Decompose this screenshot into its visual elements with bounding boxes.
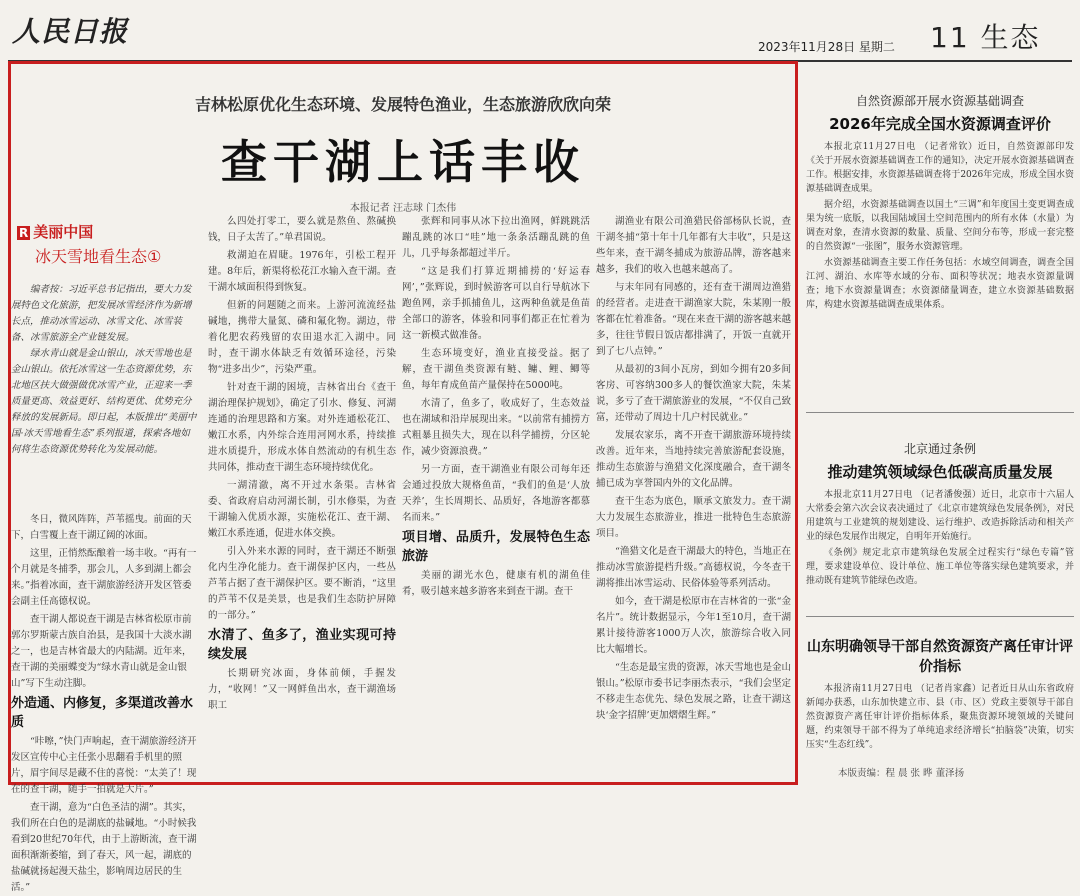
side-para: 《条例》规定北京市建筑绿色发展全过程实行“绿色专篇”管理，要求建设单位、设计单位、施工单位等落实绿色建筑要求，并推动既有建筑节能绿色改造。 bbox=[806, 548, 1074, 586]
body-para: 从最初的3间小瓦房，到如今拥有20多间客房、可容纳300多人的餐饮渔家大院，朱某说，多亏了查干湖旅游业的发展，“不仅自己致富，还带动了周边十几户村民就业。” bbox=[596, 364, 791, 423]
series-title: 美丽中国 bbox=[33, 223, 94, 241]
body-para: 这里，正悄然酝酿着一场丰收。“再有一个月就是冬捕季，那会儿，人多到湖上都会来。”指着冰面，查干湖旅游经济开发区管委会副主任高德权说。 bbox=[11, 548, 197, 607]
series-subtitle: 冰天雪地看生态① bbox=[35, 247, 162, 266]
side-para: 本报济南11月27日电 （记者肖家鑫）记者近日从山东省政府新闻办获悉，山东加快建立市、县（市、区）党政主要领导干部自然资源资产离任审计评价指标体系，聚焦资源环境领域的关键问题，约束领导干部不得为了单纯追求经济增长“拍脑袋”决策，切实压实“生态红线”。 bbox=[806, 684, 1074, 750]
lead-headline[interactable]: 查干湖上话丰收 bbox=[221, 135, 585, 189]
body-para: 一湖清澈，离不开过水条渠。吉林省委、省政府启动河湖长制，引水修渠，为查干湖输入优质水源，实施松花江、查干湖、嫩江水系连通，促进水体交换。 bbox=[208, 480, 396, 539]
side-article-beijing-building[interactable] bbox=[806, 434, 1074, 644]
sidebar-divider bbox=[806, 412, 1074, 413]
side-headline[interactable]: 推动建筑领域绿色低碳高质量发展 bbox=[827, 463, 1053, 481]
section-subhead: 项目增、品质升，发展特色生态旅游 bbox=[402, 530, 590, 564]
body-para: 长期研究冰面，身体前倾，手握发力，“收网！”又一网鲜鱼出水，查干湖渔场职工 bbox=[208, 668, 396, 711]
body-para: 美丽的湖光水色，健康有机的湖鱼佳肴，吸引越来越多游客来到查干湖。查干 bbox=[402, 570, 590, 597]
side-kicker: 北京通过条例 bbox=[903, 442, 976, 456]
editor-note-para: 编者按：习近平总书记指出，要大力发展特色文化旅游，把发展冰雪经济作为新增长点，推动冰雪运动、冰雪文化、冰雪装备、冰雪旅游全产业链发展。 bbox=[11, 284, 192, 343]
side-headline[interactable]: 2026年完成全国水资源调查评价 bbox=[829, 115, 1051, 133]
body-para: “这是我们打算近期捕捞的‘好运春网’，”张辉说，到时候游客可以自行导航冰下跑鱼网，亲手抓捕鱼儿，这两种鱼就是鱼苗全部口的游客，体验和同事们都正在忙着为这一新模式做准备。 bbox=[402, 266, 590, 341]
lead-column-1 bbox=[11, 512, 199, 893]
lead-column-3 bbox=[402, 214, 590, 776]
body-para: 与末年同有同感的，还有查干湖周边渔猎的经营者。走进查干湖渔家大院，朱某刚一般客都在忙着准备。“现在来查干湖的游客越来越多，往往节假日饭店都排满了，开饭一直就开到了七八点钟。” bbox=[596, 282, 791, 357]
side-headline[interactable]: 山东明确领导干部自然资源资产离任审计评价指标 bbox=[807, 639, 1073, 675]
editor-note-para: 绿水青山就是金山银山，冰天雪地也是金山银山。依托冰雪这一生态资源优势，东北地区扶大做强做优冰雪产业，正迎来一季质量更高、效益更好、结构更优、优势充分释放的发展新局。即日起，本版推出“美丽中国·冰天雪地看生态”系列报道，探索各地如何将生态资源优势转化为发展动能。 bbox=[11, 348, 197, 455]
lead-kicker: 吉林松原优化生态环境、发展特色渔业，生态旅游欣欣向荣 bbox=[194, 95, 611, 114]
lead-column-2 bbox=[208, 214, 396, 776]
body-para: “咔嚓，”快门声响起，查干湖旅游经济开发区宣传中心主任张小思翻看手机里的照片，眉宇间尽是藏不住的喜悦：“太美了！现在的查干湖，随手一拍就是大片。” bbox=[11, 736, 197, 795]
side-para: 本报北京11月27日电 （记者潘俊强）近日，北京市十六届人大常委会第六次会议表决通过了《北京市建筑绿色发展条例》，对民用建筑与工业建筑的规划建设、运行维护、改造拆除活动和相关产业的绿色发展作出规定，自明年开始施行。 bbox=[806, 490, 1074, 542]
body-para: 另一方面，查干湖渔业有限公司每年还会通过投放大规格鱼苗，“我们的鱼是‘人放天养’，生长周期长、品质好，各地游客都慕名而来。” bbox=[402, 464, 590, 523]
body-para: 么四处打零工，要么就是熬鱼、熬碱换钱，日子太苦了。”单君国说。 bbox=[208, 216, 396, 243]
body-para: 生态环境变好，渔业直接受益。据了解，查干湖鱼类资源有鲢、鳙、鲤、鲫等鱼，每年育成鱼苗产量保持在5000吨。 bbox=[402, 348, 590, 391]
body-para: 冬日，微风阵阵，芦苇摇曳。前面的天下，白雪覆上查干湖辽阔的冰面。 bbox=[11, 514, 192, 541]
body-para: 查干湖，意为“白色圣洁的湖”。其实，我们所在白色的是湖底的盐碱地。“小时候我看到20世纪70年代，由于上游断流，查干湖面积渐渐萎缩，到了春天，风一起，湖底的盐碱就扬起漫天盐尘，影响周边居民的生活。” bbox=[11, 802, 197, 893]
side-para: 水资源基础调查主要工作任务包括：水域空间调查，调查全国江河、湖泊、水库等水域的分布、面积等状况；地表水资源量调查；地下水资源量调查；水资源储量调查，建立水资源基础数据库，构建水资源基础调查成果体系。 bbox=[806, 258, 1074, 310]
side-article-water-survey[interactable] bbox=[806, 86, 1074, 416]
lead-byline: 本报记者 汪志球 门杰伟 bbox=[349, 203, 457, 214]
editor-note bbox=[11, 282, 199, 458]
body-para: 水清了，鱼多了，收成好了，生态效益也在湖域和沿岸展现出来。“以前常有捕捞方式粗暴且损失大，现在以科学捕捞，分区轮作，减少资源浪费。” bbox=[402, 398, 590, 457]
lead-article-box[interactable] bbox=[8, 61, 798, 893]
body-para: 湖渔业有限公司渔猎民俗部杨队长说，查干湖冬捕“第十年十几年都有大丰收”，只是这些年来，查干湖冬捕成为旅游品牌，游客越来越多，我们的收入也越来越高了。 bbox=[596, 216, 791, 275]
section-subhead: 外造通、内修复，多渠道改善水质 bbox=[11, 696, 194, 730]
newspaper-masthead: 人民日报 bbox=[12, 15, 129, 48]
body-para: 但新的问题随之而来。上游河流流经盐碱地，携带大量氮、磷和氟化物。湖边，带着化肥农药残留的农田退水汇入湖中。同时，查干湖水体缺乏有效循环途径，污染物“进多出少”，污染严重。 bbox=[208, 300, 396, 375]
body-para: “渔猎文化是查干湖最大的特色，当地正在推动冰雪旅游提档升级。”高德权说，今冬查干湖将推出冰雪运动、民俗体验等系列活动。 bbox=[596, 546, 791, 589]
body-para: 引入外来水源的同时，查干湖还不断强化内生净化能力。查干湖保护区内，一些丛芦苇占据了查干湖保护区。要不断消，“这里的芦苇不仅是美景，也是我们生态防护屏障的一部分。” bbox=[208, 546, 396, 621]
side-article-shandong-audit[interactable] bbox=[806, 626, 1074, 766]
body-para: 如今，查干湖是松原市在吉林省的一张“金名片”。统计数据显示，今年1至10月，查干湖累计接待游客1000万人次，旅游综合收入同比大幅增长。 bbox=[596, 596, 791, 655]
side-para: 本报北京11月27日电 （记者常钦）近日，自然资源部印发《关于开展水资源基础调查工作的通知》，决定开展水资源基础调查工作。根据安排，水资源基础调查将于2026年完成，形成全国水资源基础调查成果。 bbox=[806, 142, 1074, 194]
body-para: 查干湖人都说查干湖是吉林省松原市前郭尔罗斯蒙古族自治县，是我国十大淡水湖之一，也是吉林省最大的内陆湖。近年来，查干湖的美丽蝶变为“绿水青山就是金山银山”写下生动注脚。 bbox=[11, 614, 192, 689]
series-label bbox=[17, 221, 93, 242]
issue-date: 2023年11月28日 星期二 bbox=[758, 40, 895, 54]
body-para: 针对查干湖的困境，吉林省出台《查干湖治理保护规划》，确定了引水、修复、河湖连通的治理思路和方案。对外连通松花江、嫩江水系，内外综合连用河网水系，持续推进水质提升，形成水体自然流动的有机生态共同体，推动查干湖生态环境持续优化。 bbox=[208, 382, 396, 473]
page-section-header: 11 生态 bbox=[930, 21, 1041, 54]
page-editors: 本版责编：程 晨 张 晔 董泽扬 bbox=[838, 768, 965, 779]
lead-column-4 bbox=[596, 214, 791, 776]
body-para: 查干生态为底色，顺承文旅发力。查干湖大力发展生态旅游业，推进一批特色生态旅游项目。 bbox=[596, 496, 791, 539]
sidebar-divider bbox=[806, 616, 1074, 617]
section-subhead: 水清了、鱼多了，渔业实现可持续发展 bbox=[208, 628, 396, 662]
body-para: 救湖迫在眉睫。1976年，引松工程开建。8年后，新渠将松花江水输入查干湖。查干湖水域面积得到恢复。 bbox=[208, 250, 396, 293]
side-para: 据介绍，水资源基础调查以国土“三调”和年度国土变更调查成果为统一底版，以我国陆域国土空间范围内的所有水体（水量）为调查对象，查清水资源的数量、质量、空间分布等，形成一套完整的自然资源“一张图”，服务水资源管理。 bbox=[806, 200, 1074, 252]
body-para: 张辉和同事从冰下拉出渔网，鲜跳跳活蹦乱跳的冰口“哇”地一条条活蹦乱跳的鱼儿，几乎每条都超过半斤。 bbox=[402, 216, 590, 259]
side-kicker: 自然资源部开展水资源基础调查 bbox=[855, 94, 1024, 108]
series-badge: R bbox=[19, 226, 29, 240]
body-para: “生态是最宝贵的资源，冰天雪地也是金山银山。”松原市委书记李丽杰表示，“我们会坚定不移走生态优先、绿色发展之路，让查干湖这块‘金字招牌’更加熠熠生辉。” bbox=[596, 662, 791, 721]
body-para: 发展农家乐，离不开查干湖旅游环境持续改善。近年来，当地持续完善旅游配套设施，推动生态旅游与渔猎文化深度融合，查干湖冬捕已成为享誉国内外的文化品牌。 bbox=[596, 430, 791, 489]
sidebar-articles bbox=[806, 62, 1074, 784]
